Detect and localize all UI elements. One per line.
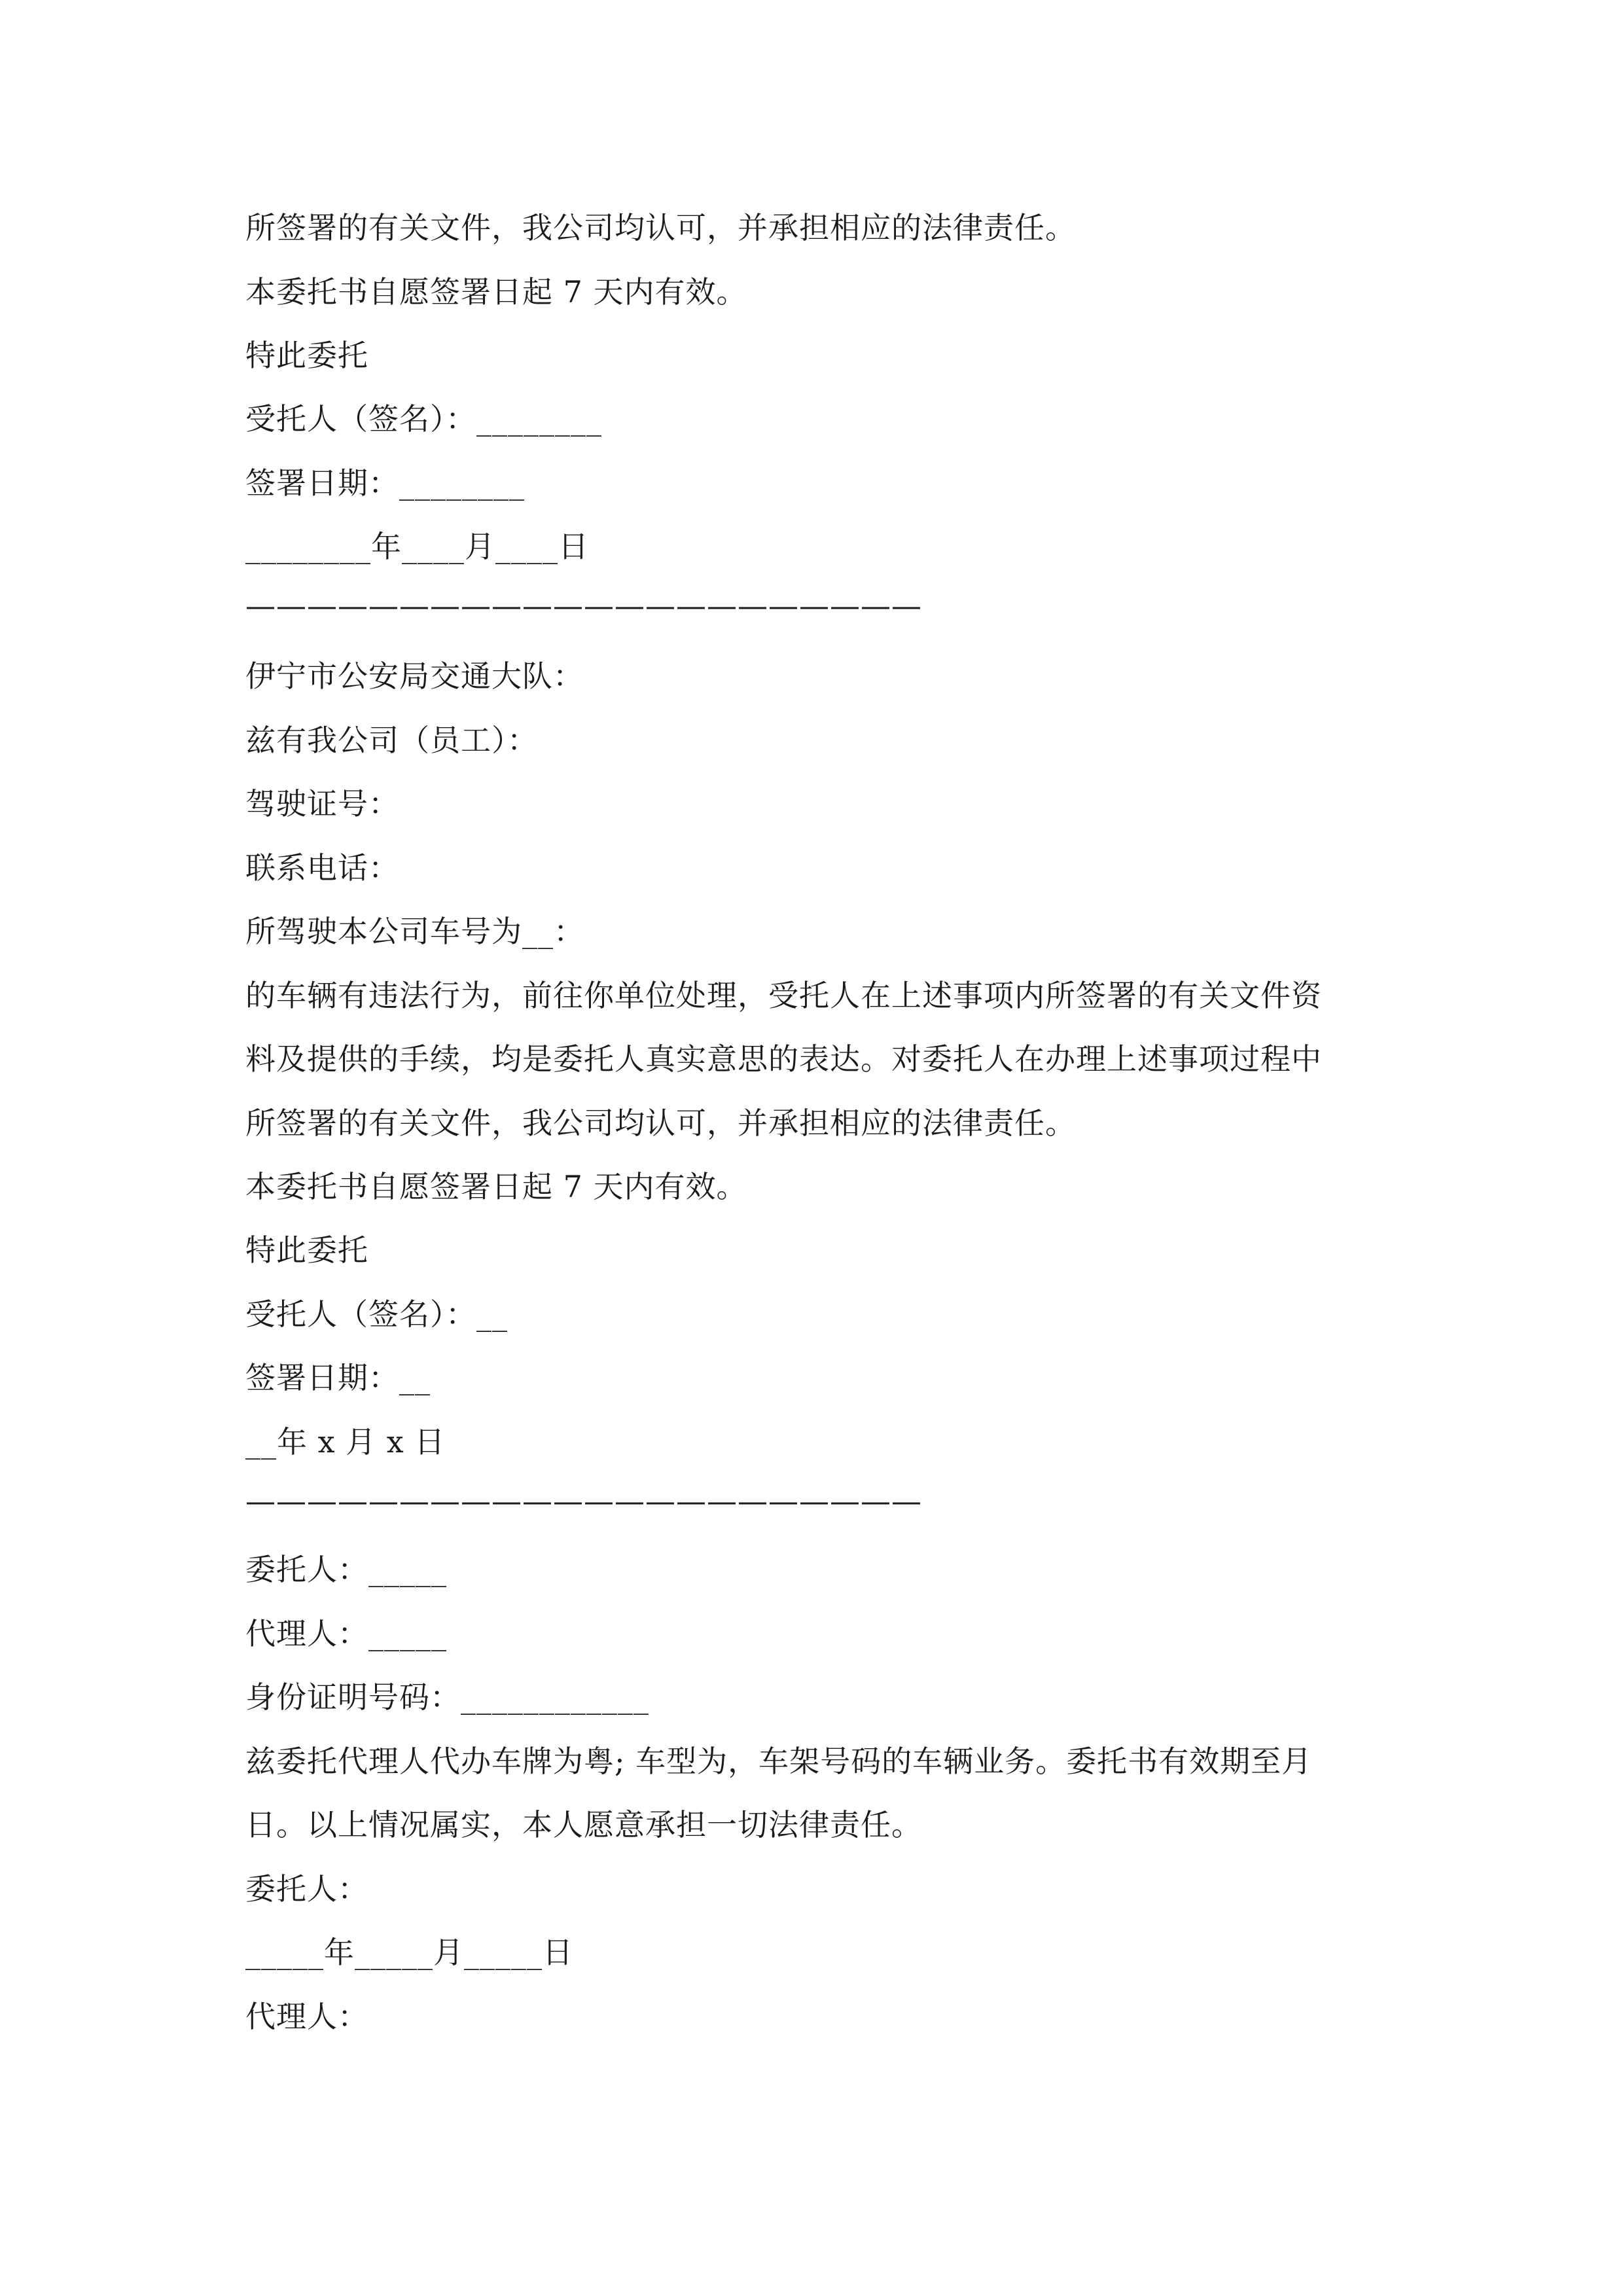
text-line: _____年_____月_____日 — [245, 1935, 573, 1970]
text-line: ________年____月____日 — [245, 529, 589, 564]
text-line: 兹委托代理人代办车牌为粤; 车型为，车架号码的车辆业务。委托书有效期至月 — [245, 1744, 1313, 1779]
text-line: 伊宁市公安局交通大队： — [245, 658, 584, 694]
text-line: 签署日期：__ — [245, 1360, 431, 1395]
text-line: 身份证明号码：____________ — [245, 1679, 649, 1715]
text-line: __年 x 月 x 日 — [245, 1424, 446, 1460]
text-line: 兹有我公司（员工）： — [245, 723, 538, 758]
text-line: 委托人： — [245, 1871, 368, 1907]
divider-line: —————————————————————— — [245, 1483, 922, 1518]
text-line: 联系电话： — [245, 850, 399, 886]
text-line: 所驾驶本公司车号为__： — [245, 914, 584, 949]
text-line: 特此委托 — [245, 1232, 368, 1268]
text-line: 签署日期：________ — [245, 465, 525, 501]
text-line: 日。以上情况属实，本人愿意承担一切法律责任。 — [245, 1807, 922, 1842]
text-line: 驾驶证号： — [245, 786, 399, 821]
text-line: 所签署的有关文件，我公司均认可，并承担相应的法律责任。 — [245, 1105, 1076, 1141]
text-line: 特此委托 — [245, 338, 368, 373]
text-line: 代理人：_____ — [245, 1616, 447, 1651]
text-line: 代理人： — [245, 1999, 368, 2034]
text-line: 的车辆有违法行为，前往你单位处理，受托人在上述事项内所签署的有关文件资 — [245, 978, 1322, 1013]
text-line: 本委托书自愿签署日起 7 天内有效。 — [245, 1169, 747, 1204]
text-line: 委托人：_____ — [245, 1552, 447, 1587]
text-line: 所签署的有关文件，我公司均认可，并承担相应的法律责任。 — [245, 210, 1076, 245]
text-line: 受托人（签名）：__ — [245, 1297, 508, 1332]
text-line: 本委托书自愿签署日起 7 天内有效。 — [245, 274, 747, 310]
text-line: 受托人（签名）：________ — [245, 401, 602, 437]
divider-line: —————————————————————— — [245, 588, 922, 623]
text-line: 料及提供的手续，均是委托人真实意思的表达。对委托人在办理上述事项过程中 — [245, 1041, 1322, 1077]
